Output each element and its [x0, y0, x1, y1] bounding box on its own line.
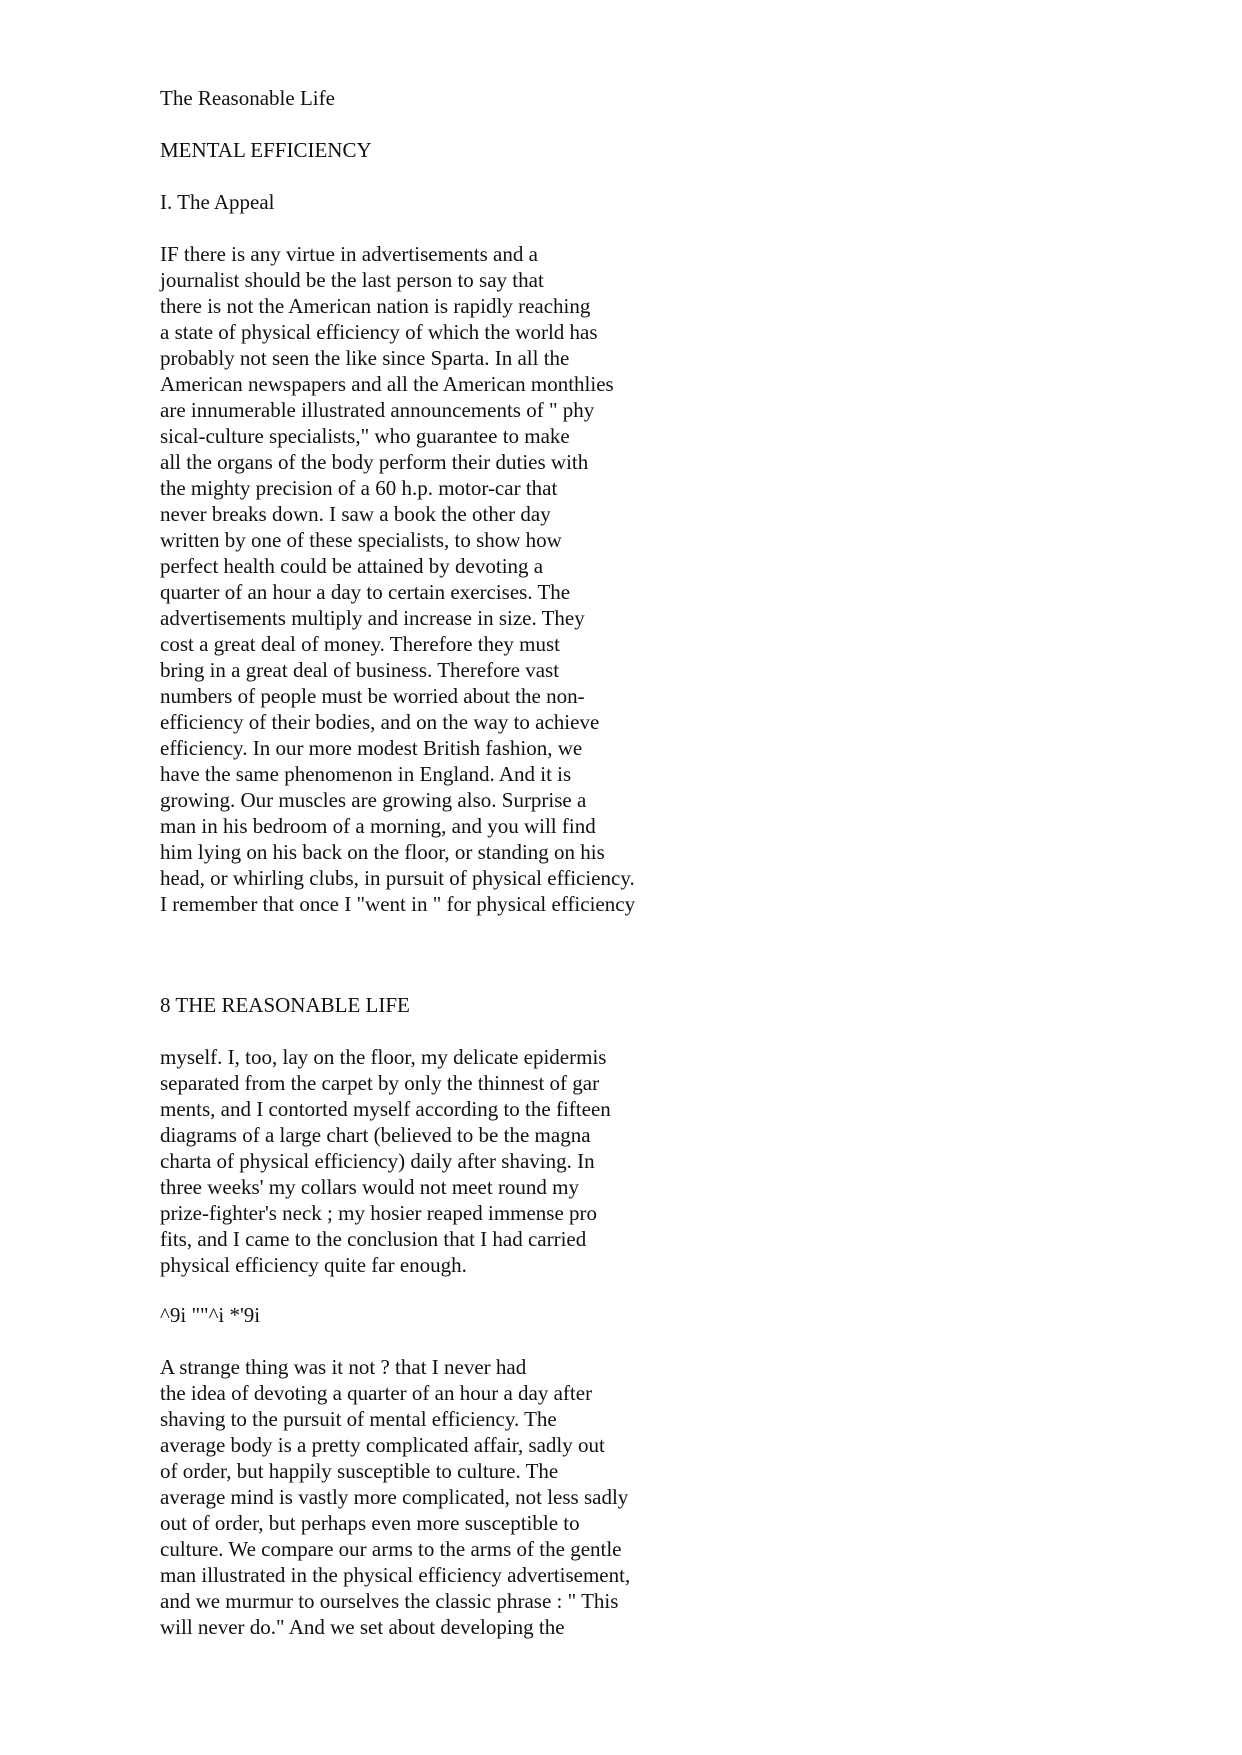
text-line: IF there is any virtue in advertisements and a [160, 242, 538, 266]
book-title: The Reasonable Life [160, 86, 335, 110]
text-line: have the same phenomenon in England. And it is [160, 762, 572, 786]
page2-paragraph-1 [160, 1044, 611, 1278]
text-line: I remember that once I "went in " for physical efficiency [160, 892, 636, 916]
text-line: out of order, but perhaps even more susceptible to [160, 1511, 580, 1535]
text-line: never breaks down. I saw a book the other day [160, 502, 551, 526]
text-line: advertisements multiply and increase in size. They [160, 606, 585, 630]
text-line: probably not seen the like since Sparta. In all the [160, 346, 570, 370]
text-line: fits, and I came to the conclusion that I had carried [160, 1227, 587, 1251]
text-line: American newspapers and all the American monthlies [160, 372, 614, 396]
text-line: cost a great deal of money. Therefore they must [160, 632, 561, 656]
text-line: all the organs of the body perform their duties with [160, 450, 589, 474]
text-line: A strange thing was it not ? that I never had [160, 1355, 527, 1379]
text-line: numbers of people must be worried about the non- [160, 684, 585, 708]
text-line: quarter of an hour a day to certain exercises. The [160, 580, 571, 604]
page1-paragraph [160, 241, 635, 917]
text-line: myself. I, too, lay on the floor, my delicate epidermis [160, 1045, 607, 1069]
text-line: will never do." And we set about developing the [160, 1615, 565, 1639]
text-line: growing. Our muscles are growing also. Surprise a [160, 788, 587, 812]
ocr-artifact-line: ^9i ""^i *'9i [160, 1303, 261, 1327]
text-line: head, or whirling clubs, in pursuit of physical efficiency. [160, 866, 635, 890]
text-line: the mighty precision of a 60 h.p. motor-car that [160, 476, 558, 500]
text-line: separated from the carpet by only the thinnest of gar [160, 1071, 600, 1095]
text-line: there is not the American nation is rapidly reaching [160, 294, 591, 318]
text-line: man in his bedroom of a morning, and you will find [160, 814, 596, 838]
text-line: him lying on his back on the floor, or standing on his [160, 840, 605, 864]
text-line: ments, and I contorted myself according to the fifteen [160, 1097, 611, 1121]
chapter-title: I. The Appeal [160, 190, 275, 214]
text-line: perfect health could be attained by devoting a [160, 554, 544, 578]
text-line: efficiency of their bodies, and on the way to achieve [160, 710, 600, 734]
running-header: 8 THE REASONABLE LIFE [160, 993, 410, 1017]
text-line: diagrams of a large chart (believed to be the magna [160, 1123, 591, 1147]
text-line: of order, but happily susceptible to culture. The [160, 1459, 559, 1483]
text-line: culture. We compare our arms to the arms of the gentle [160, 1537, 622, 1561]
text-line: prize-fighter's neck ; my hosier reaped immense pro [160, 1201, 598, 1225]
text-line: a state of physical efficiency of which the world has [160, 320, 598, 344]
text-line: sical-culture specialists," who guarantee to make [160, 424, 570, 448]
text-line: and we murmur to ourselves the classic phrase : " This [160, 1589, 619, 1613]
text-line: shaving to the pursuit of mental efficiency. The [160, 1407, 557, 1431]
text-line: man illustrated in the physical efficiency advertisement, [160, 1563, 631, 1587]
text-line: written by one of these specialists, to show how [160, 528, 562, 552]
text-line: journalist should be the last person to say that [160, 268, 544, 292]
section-title: MENTAL EFFICIENCY [160, 138, 372, 162]
page2-paragraph-2 [160, 1354, 630, 1640]
text-line: are innumerable illustrated announcements of " phy [160, 398, 595, 422]
text-line: charta of physical efficiency) daily after shaving. In [160, 1149, 595, 1173]
text-line: average body is a pretty complicated affair, sadly out [160, 1433, 605, 1457]
text-line: average mind is vastly more complicated, not less sadly [160, 1485, 629, 1509]
text-line: the idea of devoting a quarter of an hour a day after [160, 1381, 593, 1405]
text-line: three weeks' my collars would not meet round my [160, 1175, 580, 1199]
text-line: bring in a great deal of business. Therefore vast [160, 658, 560, 682]
text-line: efficiency. In our more modest British fashion, we [160, 736, 583, 760]
text-line: physical efficiency quite far enough. [160, 1253, 467, 1277]
